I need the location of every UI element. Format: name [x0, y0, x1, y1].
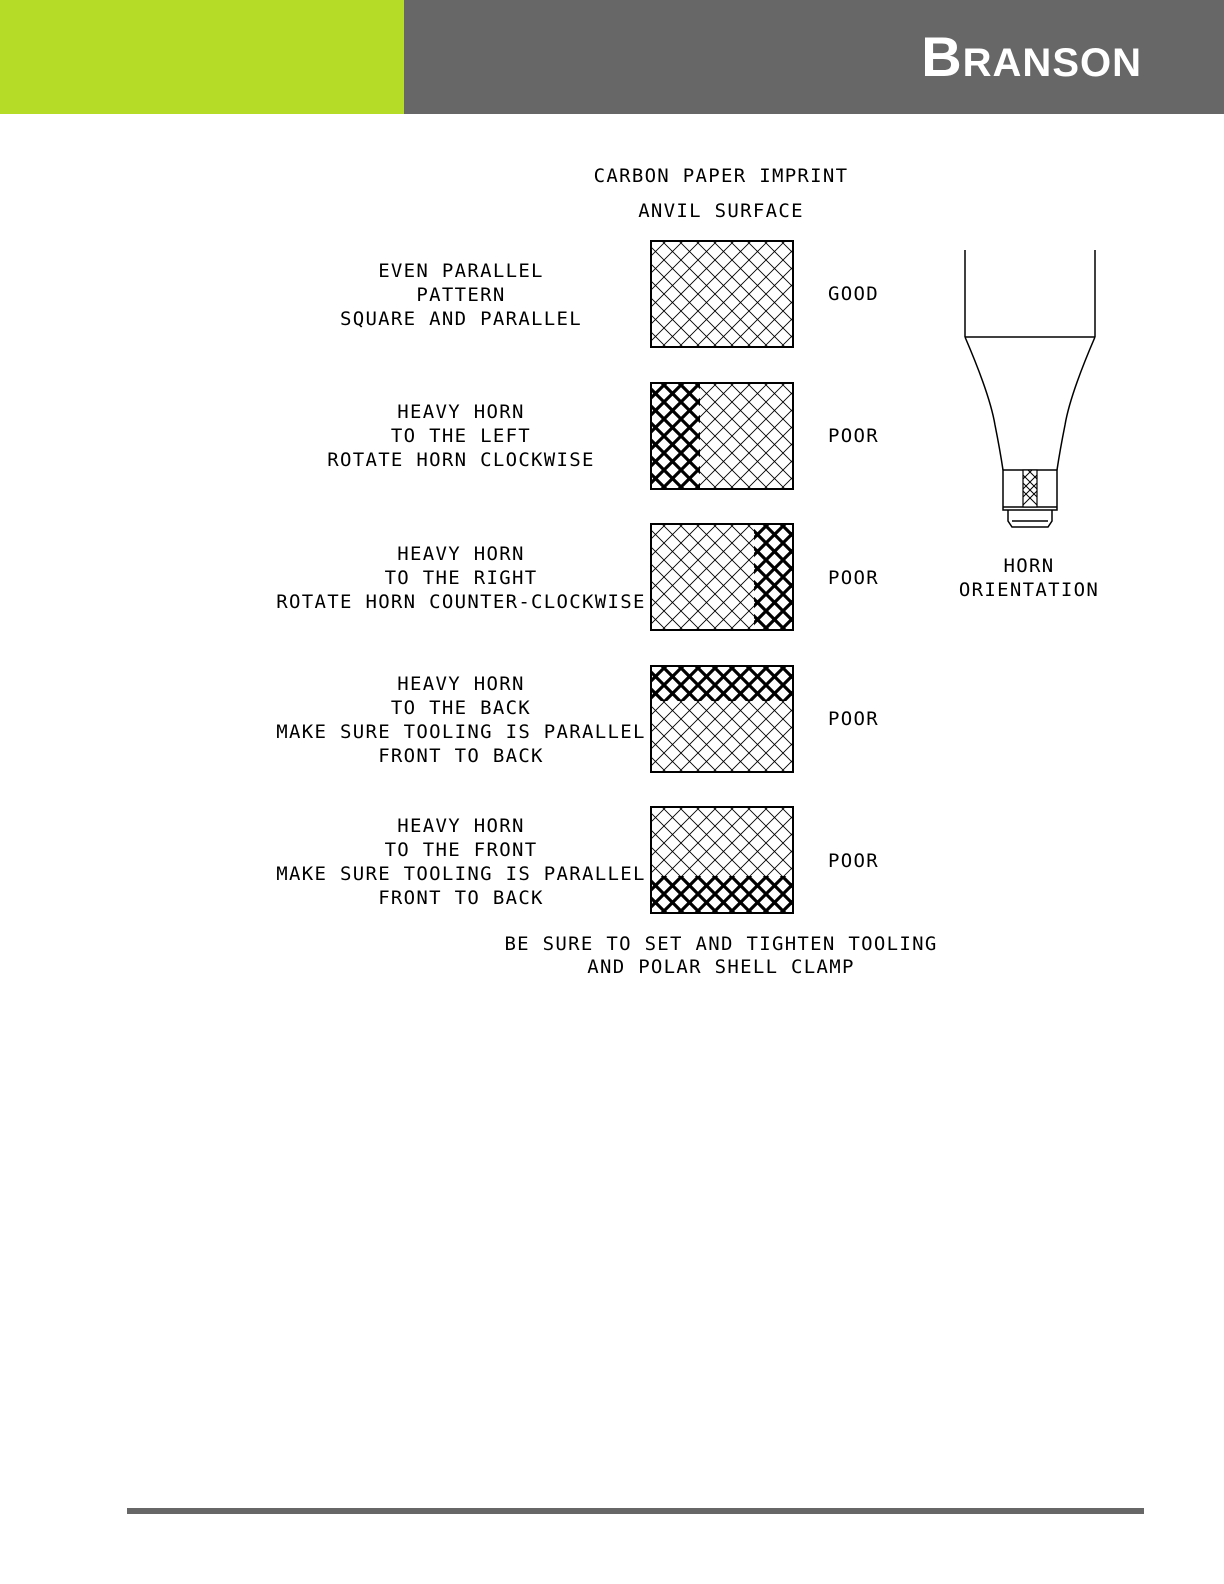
- desc-line: SQUARE AND PARALLEL: [339, 308, 583, 330]
- horn-label-line-2: ORIENTATION: [958, 579, 1100, 601]
- rating-poor-front: POOR: [828, 850, 879, 872]
- header-accent-bar: [0, 0, 404, 114]
- rating-good: GOOD: [828, 283, 879, 305]
- desc-line: ROTATE HORN COUNTER-CLOCKWISE: [276, 591, 646, 613]
- row-description-heavy-right: [261, 542, 661, 614]
- rating-poor-back: POOR: [828, 708, 879, 730]
- desc-line: TO THE FRONT: [384, 839, 538, 861]
- imprint-swatch-heavy-left: [650, 382, 794, 490]
- imprint-swatch-even: [650, 240, 794, 348]
- footer-rule: [127, 1508, 1144, 1514]
- desc-line: HEAVY HORN: [397, 543, 525, 565]
- desc-line: TO THE LEFT: [390, 425, 532, 447]
- desc-line: MAKE SURE TOOLING IS PARALLEL: [276, 863, 646, 885]
- imprint-swatch-heavy-front: [650, 806, 794, 914]
- desc-line: HEAVY HORN: [397, 401, 525, 423]
- desc-line: ROTATE HORN CLOCKWISE: [327, 449, 595, 471]
- desc-line: PATTERN: [416, 284, 506, 306]
- rating-poor-left: POOR: [828, 425, 879, 447]
- row-description-even: [261, 259, 661, 331]
- diagram-title: CARBON PAPER IMPRINT: [593, 165, 849, 187]
- note-line-1: BE SURE TO SET AND TIGHTEN TOOLING: [504, 933, 938, 955]
- row-description-heavy-left: [261, 400, 661, 472]
- desc-line: HEAVY HORN: [397, 815, 525, 837]
- diagram-subtitle: ANVIL SURFACE: [638, 200, 804, 222]
- rating-poor-right: POOR: [828, 567, 879, 589]
- row-description-heavy-back: [261, 672, 661, 768]
- horn-diagram: [950, 245, 1110, 535]
- desc-line: HEAVY HORN: [397, 673, 525, 695]
- desc-line: FRONT TO BACK: [378, 887, 544, 909]
- imprint-swatch-heavy-right: [650, 523, 794, 631]
- desc-line: EVEN PARALLEL: [378, 260, 544, 282]
- desc-line: MAKE SURE TOOLING IS PARALLEL: [276, 721, 646, 743]
- imprint-swatch-heavy-back: [650, 665, 794, 773]
- desc-line: TO THE RIGHT: [384, 567, 538, 589]
- desc-line: FRONT TO BACK: [378, 745, 544, 767]
- horn-label-line-1: HORN: [1003, 555, 1055, 577]
- desc-line: TO THE BACK: [390, 697, 532, 719]
- note-line-2: AND POLAR SHELL CLAMP: [587, 956, 855, 978]
- row-description-heavy-front: [261, 814, 661, 910]
- branson-logo: BRANSON: [921, 25, 1142, 88]
